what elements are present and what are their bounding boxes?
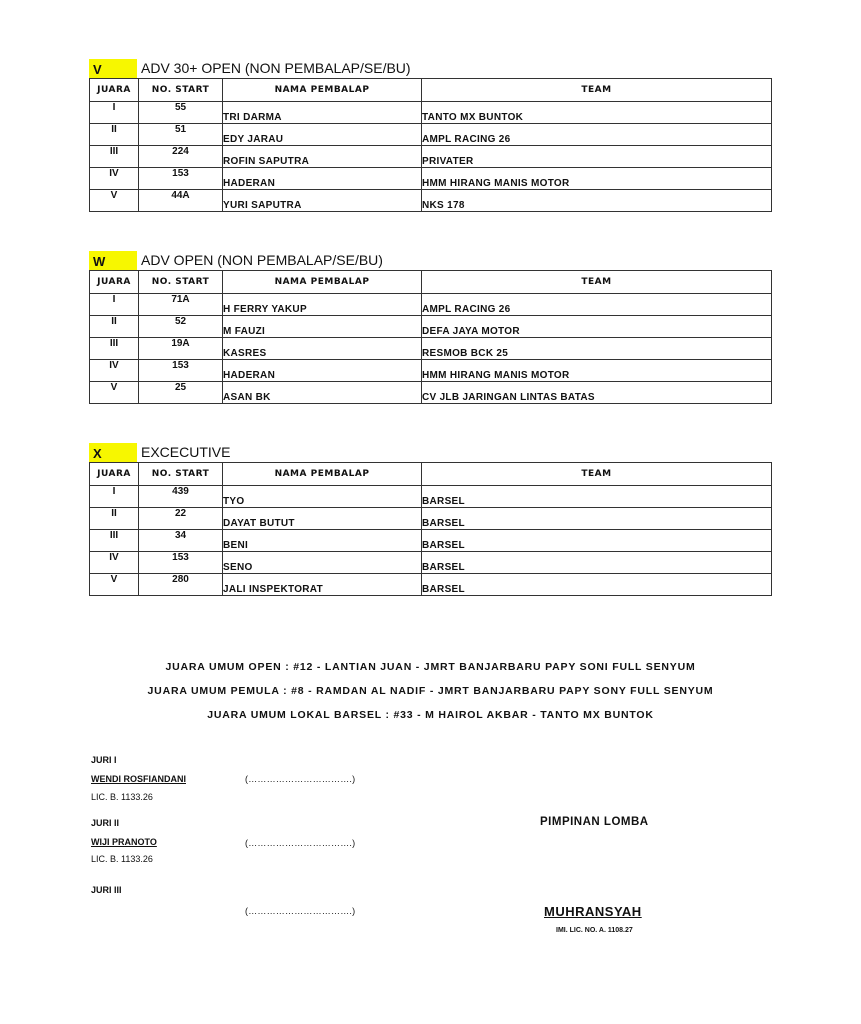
nama-cell: SENO: [223, 552, 422, 574]
juara-cell: V: [90, 382, 139, 404]
no-start-cell: 153: [139, 552, 223, 574]
section-header: [89, 250, 771, 270]
nama-cell: TRI DARMA: [223, 102, 422, 124]
no-start-cell: 51: [139, 124, 223, 146]
juri1-name: WENDI ROSFIANDANI: [91, 774, 186, 784]
nama-cell: KASRES: [223, 338, 422, 360]
results-table: [89, 270, 772, 404]
table-row: [90, 146, 772, 168]
team-cell: BARSEL: [422, 530, 772, 552]
section-letter: X: [89, 443, 137, 462]
juri3-label: JURI III: [91, 885, 122, 895]
team-cell: HMM HIRANG MANIS MOTOR: [422, 168, 772, 190]
table-row: [90, 316, 772, 338]
team-cell: NKS 178: [422, 190, 772, 212]
col-team-header: TEAM: [422, 463, 772, 486]
table-row: [90, 168, 772, 190]
nama-cell: HADERAN: [223, 360, 422, 382]
nama-cell: TYO: [223, 486, 422, 508]
juara-cell: IV: [90, 168, 139, 190]
table-row: [90, 338, 772, 360]
section-header: [89, 442, 771, 462]
section-title: EXCECUTIVE: [141, 444, 231, 460]
table-row: [90, 124, 772, 146]
col-team-header: TEAM: [422, 271, 772, 294]
no-start-cell: 25: [139, 382, 223, 404]
juri1-lic: LIC. B. 1133.26: [91, 792, 153, 802]
juri2-label: JURI II: [91, 818, 120, 828]
nama-cell: ROFIN SAPUTRA: [223, 146, 422, 168]
no-start-cell: 71A: [139, 294, 223, 316]
juara-cell: I: [90, 486, 139, 508]
col-nama-header: NAMA PEMBALAP: [223, 79, 422, 102]
juara-cell: III: [90, 146, 139, 168]
summary-open: JUARA UMUM OPEN : #12 - LANTIAN JUAN - JMRT BANJARBARU PAPY SONI FULL SENYUM: [165, 661, 696, 673]
section-w: [89, 250, 771, 404]
table-row: [90, 360, 772, 382]
section-header: [89, 58, 771, 78]
pimpinan-label: PIMPINAN LOMBA: [540, 816, 649, 828]
team-cell: AMPL RACING 26: [422, 294, 772, 316]
col-team-header: TEAM: [422, 79, 772, 102]
nama-cell: JALI INSPEKTORAT: [223, 574, 422, 596]
no-start-cell: 153: [139, 168, 223, 190]
juri2-signature-line: (…………………………….): [245, 838, 356, 848]
juri2-name: WIJI PRANOTO: [91, 837, 157, 847]
summary-lokal: JUARA UMUM LOKAL BARSEL : #33 - M HAIROL AKBAR - TANTO MX BUNTOK: [207, 709, 654, 721]
juara-cell: IV: [90, 360, 139, 382]
nama-cell: DAYAT BUTUT: [223, 508, 422, 530]
juri3-signature-line: (…………………………….): [245, 906, 356, 916]
team-cell: CV JLB JARINGAN LINTAS BATAS: [422, 382, 772, 404]
pimpinan-name: MUHRANSYAH: [544, 904, 642, 919]
juri2-lic: LIC. B. 1133.26: [91, 854, 153, 864]
nama-cell: H FERRY YAKUP: [223, 294, 422, 316]
table-header-row: [90, 79, 772, 102]
team-cell: AMPL RACING 26: [422, 124, 772, 146]
juara-cell: II: [90, 508, 139, 530]
no-start-cell: 34: [139, 530, 223, 552]
col-no-start-header: NO. START: [139, 79, 223, 102]
section-title: ADV OPEN (NON PEMBALAP/SE/BU): [141, 252, 383, 268]
table-row: [90, 102, 772, 124]
team-cell: PRIVATER: [422, 146, 772, 168]
no-start-cell: 22: [139, 508, 223, 530]
no-start-cell: 19A: [139, 338, 223, 360]
table-header-row: [90, 271, 772, 294]
table-row: [90, 530, 772, 552]
juri1-label: JURI I: [91, 755, 117, 765]
table-row: [90, 552, 772, 574]
nama-cell: YURI SAPUTRA: [223, 190, 422, 212]
team-cell: BARSEL: [422, 574, 772, 596]
team-cell: HMM HIRANG MANIS MOTOR: [422, 360, 772, 382]
nama-cell: BENI: [223, 530, 422, 552]
results-table: [89, 462, 772, 596]
no-start-cell: 52: [139, 316, 223, 338]
section-x: [89, 442, 771, 596]
juara-cell: II: [90, 316, 139, 338]
no-start-cell: 55: [139, 102, 223, 124]
col-no-start-header: NO. START: [139, 463, 223, 486]
team-cell: TANTO MX BUNTOK: [422, 102, 772, 124]
team-cell: DEFA JAYA MOTOR: [422, 316, 772, 338]
juara-cell: III: [90, 530, 139, 552]
juara-cell: V: [90, 574, 139, 596]
nama-cell: HADERAN: [223, 168, 422, 190]
col-juara-header: JUARA: [90, 79, 139, 102]
juara-cell: II: [90, 124, 139, 146]
table-row: [90, 574, 772, 596]
col-juara-header: JUARA: [90, 271, 139, 294]
no-start-cell: 280: [139, 574, 223, 596]
table-row: [90, 294, 772, 316]
table-row: [90, 508, 772, 530]
section-letter: V: [89, 59, 137, 78]
table-row: [90, 486, 772, 508]
nama-cell: M FAUZI: [223, 316, 422, 338]
juara-cell: I: [90, 294, 139, 316]
table-row: [90, 190, 772, 212]
pimpinan-lic: IMI. LIC. NO. A. 1108.27: [556, 927, 633, 934]
no-start-cell: 153: [139, 360, 223, 382]
team-cell: BARSEL: [422, 508, 772, 530]
table-row: [90, 382, 772, 404]
col-nama-header: NAMA PEMBALAP: [223, 271, 422, 294]
table-header-row: [90, 463, 772, 486]
section-title: ADV 30+ OPEN (NON PEMBALAP/SE/BU): [141, 60, 411, 76]
col-no-start-header: NO. START: [139, 271, 223, 294]
section-v: [89, 58, 771, 212]
section-letter: W: [89, 251, 137, 270]
no-start-cell: 44A: [139, 190, 223, 212]
team-cell: BARSEL: [422, 486, 772, 508]
nama-cell: EDY JARAU: [223, 124, 422, 146]
col-nama-header: NAMA PEMBALAP: [223, 463, 422, 486]
juara-cell: III: [90, 338, 139, 360]
results-table: [89, 78, 772, 212]
no-start-cell: 224: [139, 146, 223, 168]
juara-cell: V: [90, 190, 139, 212]
juara-cell: IV: [90, 552, 139, 574]
summary-pemula: JUARA UMUM PEMULA : #8 - RAMDAN AL NADIF - JMRT BANJARBARU PAPY SONY FULL SENYUM: [147, 685, 714, 697]
team-cell: BARSEL: [422, 552, 772, 574]
juri1-signature-line: (…………………………….): [245, 774, 356, 784]
team-cell: RESMOB BCK 25: [422, 338, 772, 360]
no-start-cell: 439: [139, 486, 223, 508]
col-juara-header: JUARA: [90, 463, 139, 486]
nama-cell: ASAN BK: [223, 382, 422, 404]
juara-cell: I: [90, 102, 139, 124]
